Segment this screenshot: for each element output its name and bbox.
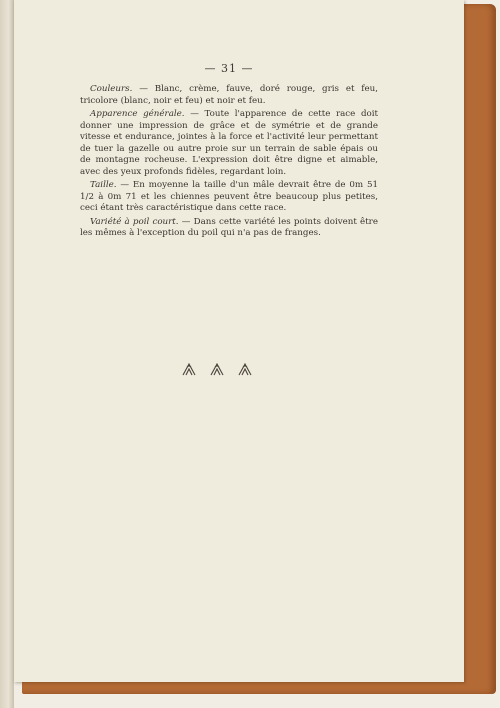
paragraph-lead: Variété à poil court.	[90, 216, 179, 227]
paragraph-lead: Apparence générale.	[90, 109, 185, 119]
paragraph-apparence	[80, 109, 378, 178]
book-spine	[0, 0, 14, 708]
fleuron-icon	[182, 362, 196, 376]
paragraph-lead: Couleurs.	[90, 84, 133, 94]
paragraph-variete	[80, 217, 378, 240]
ornament-row	[182, 362, 282, 378]
book-page	[14, 0, 464, 682]
page-number: — 31 —	[204, 62, 254, 75]
paragraph-text: — Toute l'apparence de cette race doit donner une impression de grâce et de symétrie et de grande vitesse et endurance, jointes à la force et l'activité leur permettant de tuer la gazelle ou autre proie sur un terrain de sable épais ou de montagne rocheuse. L'expression doit être digne et aimable, avec des yeux profonds fidèles, regardant loin.	[80, 109, 379, 177]
page-text-block	[80, 62, 378, 242]
fleuron-icon	[238, 362, 252, 376]
paragraph-taille	[80, 180, 378, 215]
fleuron-icon	[210, 362, 224, 376]
paragraph-text: — Blanc, crème, fauve, doré rouge, gris et feu, tricolore (blanc, noir et feu) et noir et feu.	[80, 84, 378, 106]
paragraph-text: — Dans cette variété les points doivent être les mêmes à l'exception du poil qui n'a pas de franges.	[80, 216, 378, 238]
paragraph-text: — En moyenne la taille d'un mâle devrait être de 0m 51 1/2 à 0m 71 et les chiennes peuvent être beaucoup plus petites, ceci étant très caractéristique dans cette race.	[80, 180, 378, 213]
paragraph-lead: Taille.	[90, 180, 117, 190]
paragraph-couleurs	[80, 84, 378, 107]
